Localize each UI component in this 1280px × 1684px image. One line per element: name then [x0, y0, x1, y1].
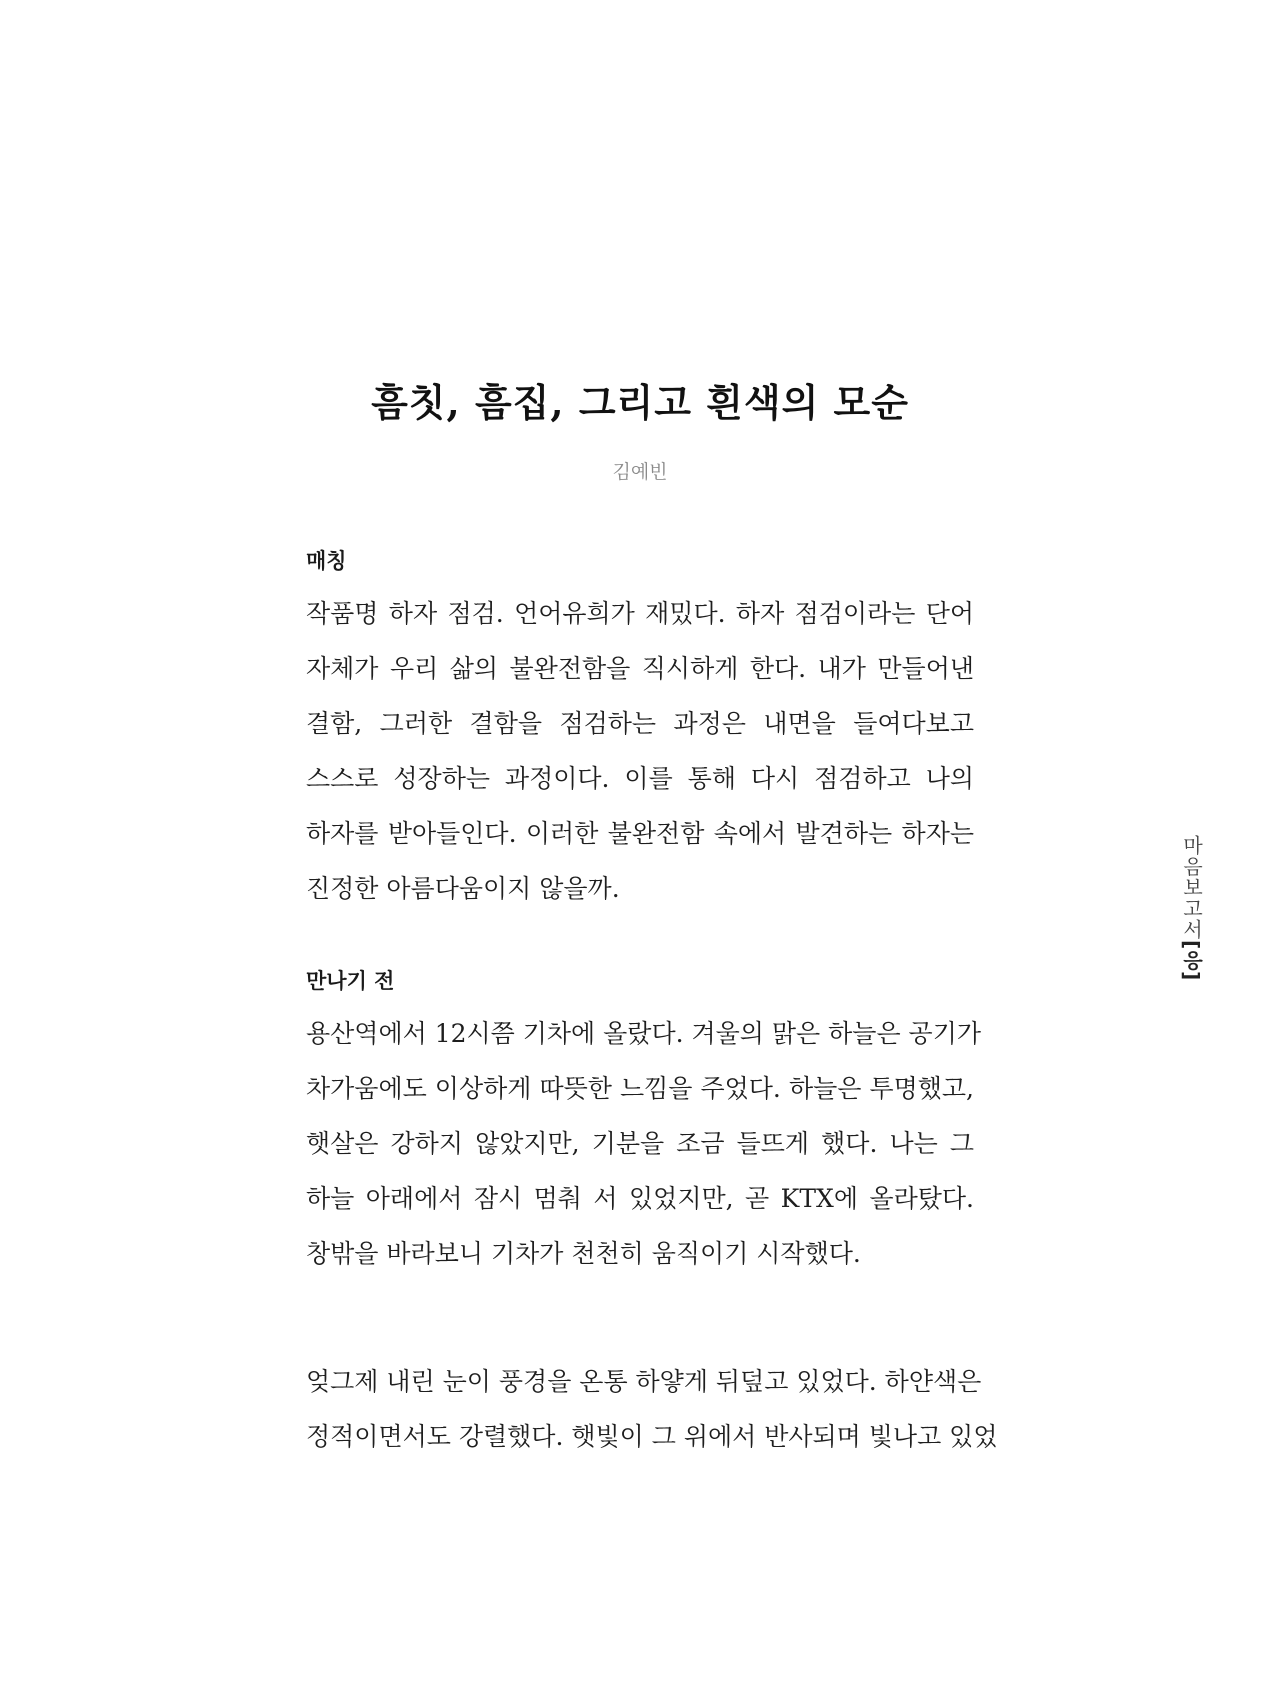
series-tag: [응]: [1179, 940, 1204, 982]
section-body: [306, 1006, 981, 1281]
section-body: [306, 1354, 998, 1464]
page-title: 흠칫, 흠집, 그리고 흰색의 모순: [371, 380, 909, 425]
section-body: [306, 586, 974, 916]
side-series-text: [1178, 835, 1207, 981]
body-line: 하늘 아래에서 잠시 멈춰 서 있었지만, 곧 KTX에 올라탔다.: [306, 1184, 974, 1213]
section-heading: 만나기 전: [306, 969, 395, 993]
series-name: 마음보고서: [1179, 835, 1204, 940]
section-snow: [306, 1354, 998, 1464]
body-line: 햇살은 강하지 않았지만, 기분을 조금 들뜨게 했다. 나는 그: [306, 1129, 974, 1158]
body-line: 결함, 그러한 결함을 점검하는 과정은 내면을 들여다보고: [306, 709, 974, 738]
body-line: 하자를 받아들인다. 이러한 불완전함 속에서 발견하는 하자는: [306, 819, 974, 848]
body-line: 차가움에도 이상하게 따뜻한 느낌을 주었다. 하늘은 투명했고,: [306, 1074, 974, 1103]
side-series-label: [1172, 835, 1212, 982]
section-heading: 매칭: [306, 549, 347, 573]
body-line: 자체가 우리 삶의 불완전함을 직시하게 한다. 내가 만들어낸: [306, 654, 974, 683]
body-line: 창밖을 바라보니 기차가 천천히 움직이기 시작했다.: [306, 1239, 861, 1268]
body-line: 정적이면서도 강렬했다. 햇빛이 그 위에서 반사되며 빛나고 있었: [306, 1422, 998, 1451]
body-line: 용산역에서 12시쯤 기차에 올랐다. 겨울의 맑은 하늘은 공기가: [306, 1019, 981, 1048]
section-matching: [306, 546, 974, 916]
author-name: 김예빈: [612, 461, 668, 483]
section-before-meeting: [306, 966, 981, 1281]
body-line: 진정한 아름다움이지 않을까.: [306, 874, 620, 903]
body-line: 작품명 하자 점검. 언어유희가 재밌다. 하자 점검이라는 단어: [306, 599, 974, 628]
body-line: 스스로 성장하는 과정이다. 이를 통해 다시 점검하고 나의: [306, 764, 974, 793]
body-line: 엊그제 내린 눈이 풍경을 온통 하얗게 뒤덮고 있었다. 하얀색은: [306, 1367, 982, 1396]
